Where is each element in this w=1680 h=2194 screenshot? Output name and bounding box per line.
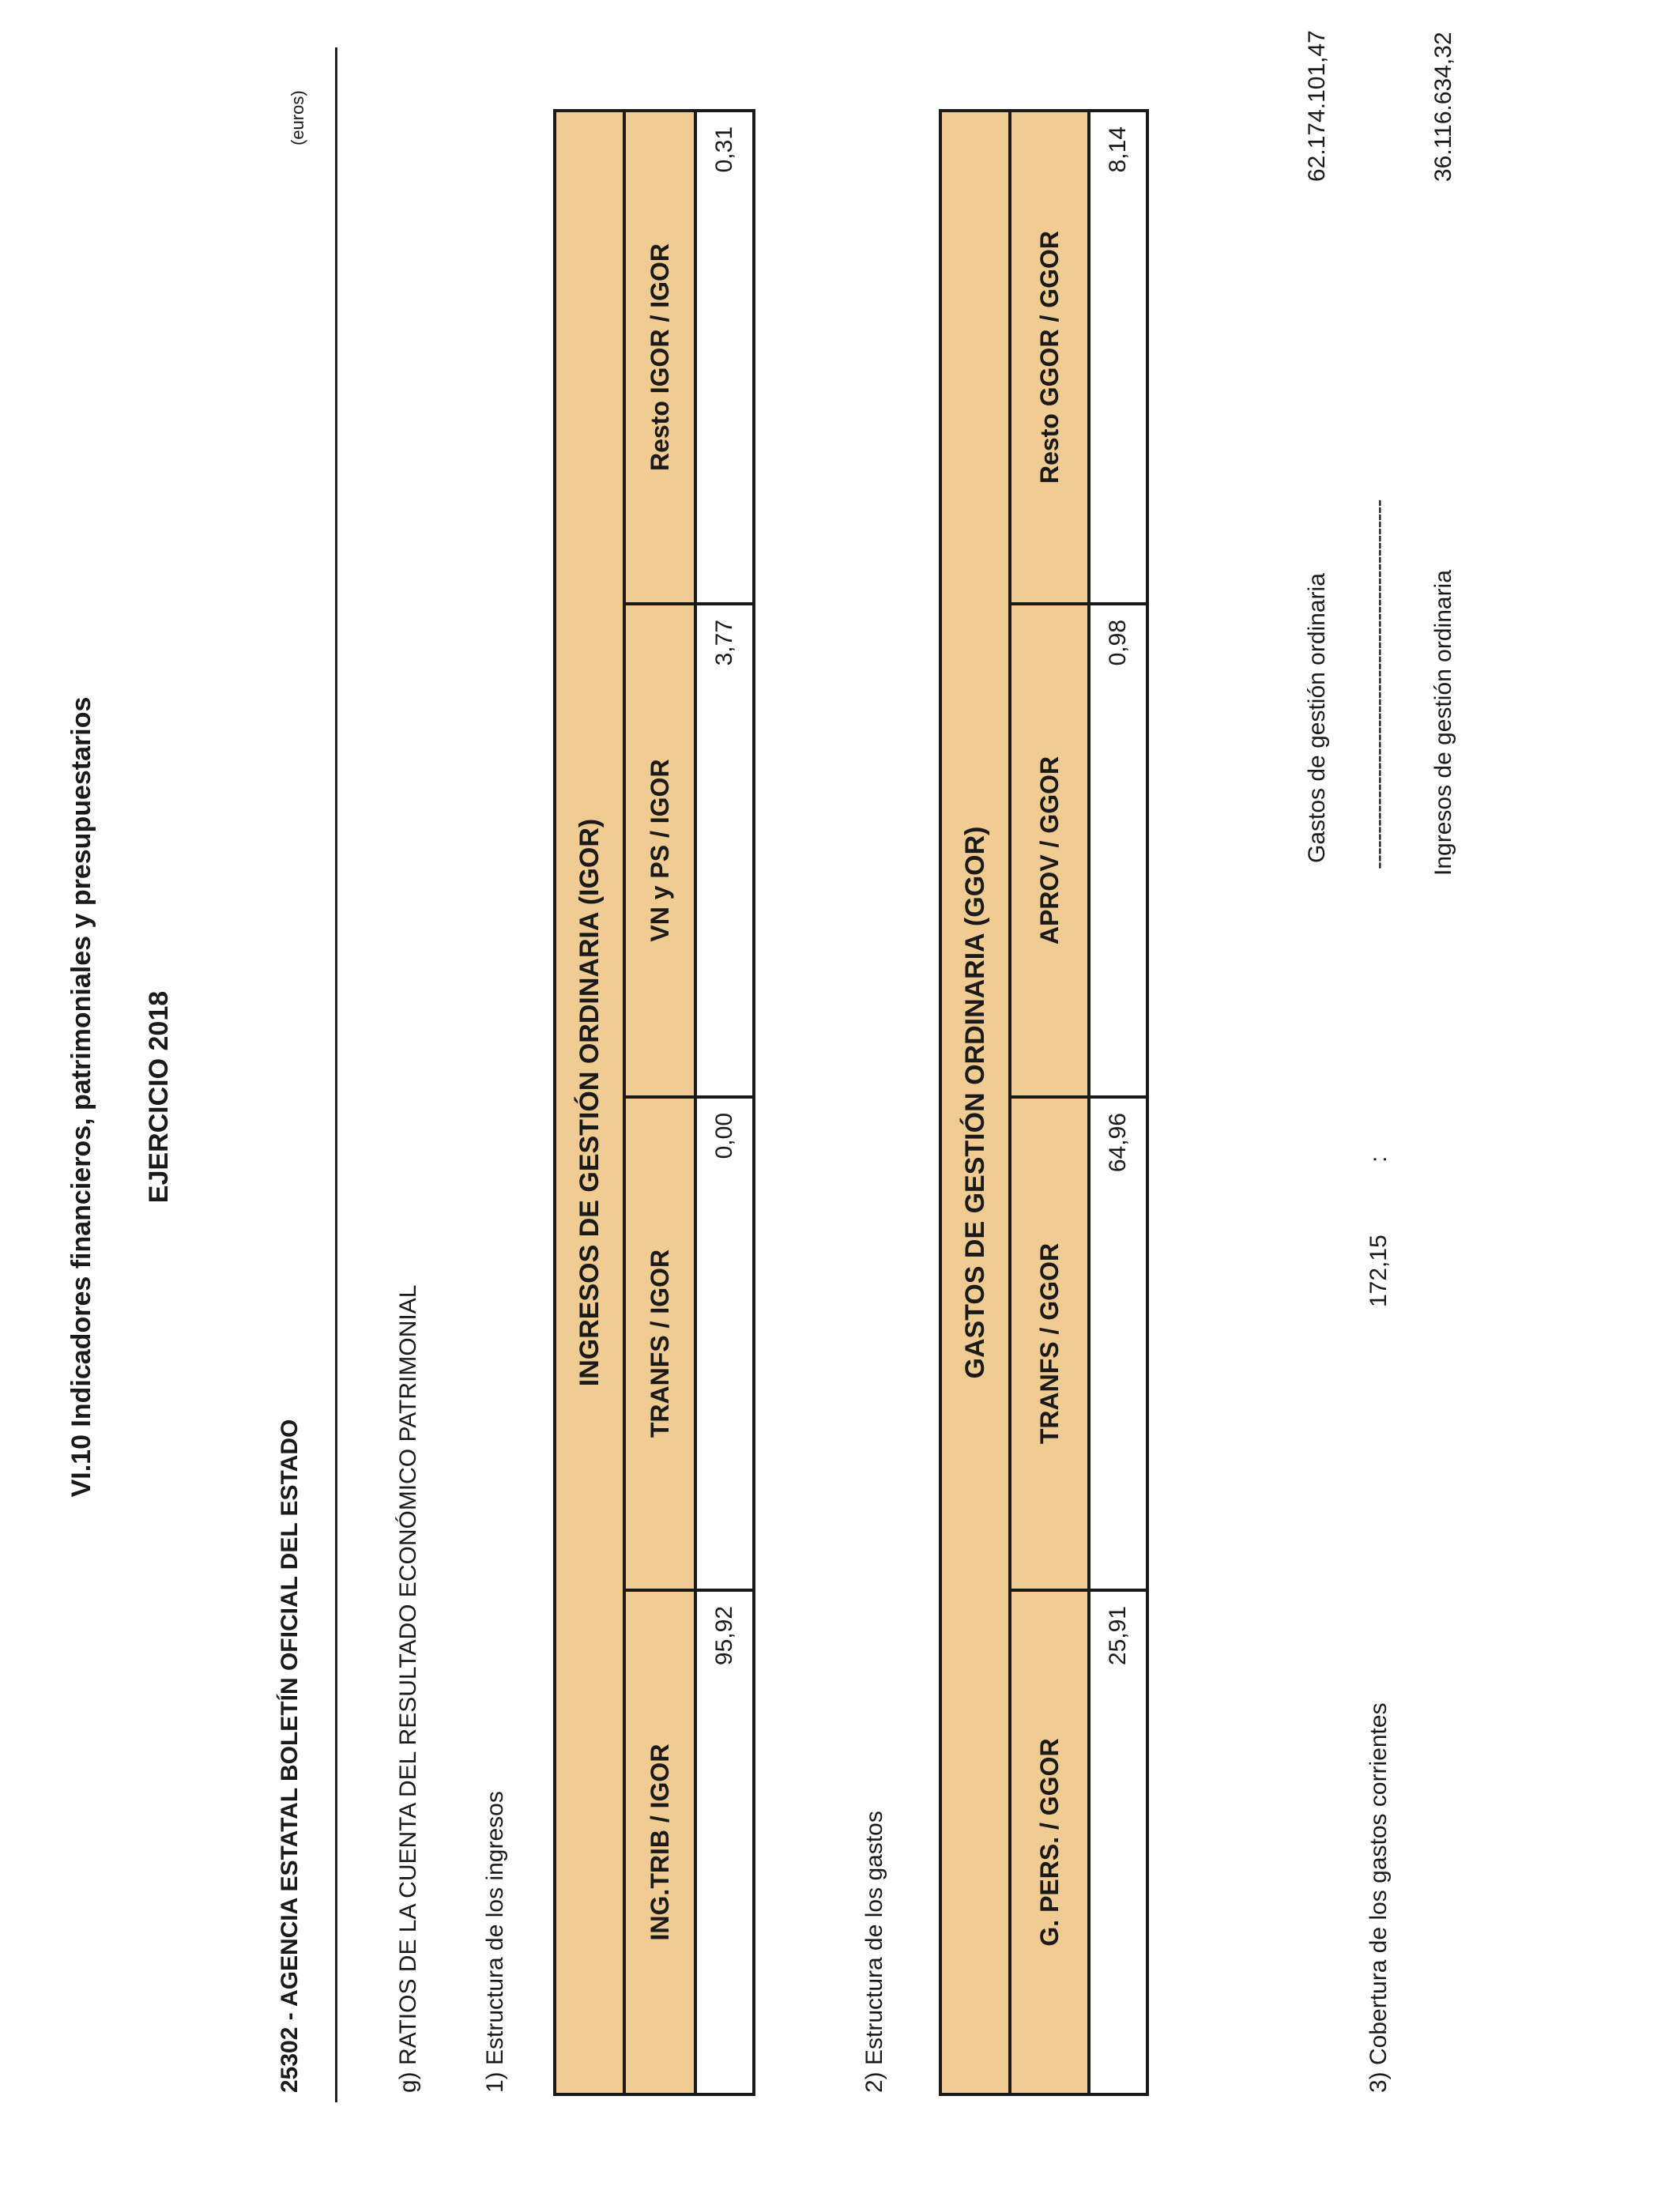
- denominator-label: Ingresos de gestión ordinaria: [1430, 570, 1456, 876]
- header-rule: [335, 47, 337, 2102]
- denominator-value: 36.116.634,32: [1430, 32, 1456, 182]
- section-title: g) RATIOS DE LA CUENTA DEL RESULTADO ECONÓMICO PATRIMONIAL: [395, 1284, 421, 2093]
- numerator-label: Gastos de gestión ordinaria: [1304, 573, 1330, 863]
- income-value: 95,92: [695, 1590, 754, 2094]
- expenses-col-header: APROV / GGOR: [1010, 604, 1089, 1097]
- entity-name: 25302 - AGENCIA ESTATAL BOLETÍN OFICIAL DEL ESTADO: [277, 1419, 303, 2093]
- expenses-col-header: Resto GGOR / GGOR: [1010, 111, 1089, 604]
- income-col-header: TRANFS / IGOR: [624, 1097, 695, 1590]
- expenses-value: 0,98: [1089, 604, 1147, 1097]
- income-table: [553, 109, 755, 2096]
- expenses-value: 8,14: [1089, 111, 1147, 604]
- income-value: 3,77: [695, 604, 754, 1097]
- expenses-group-header: GASTOS DE GESTIÓN ORDINARIA (GGOR): [940, 111, 1010, 2094]
- fraction-line: ----------------------------------------------------: [1365, 499, 1392, 869]
- numerator-value: 62.174.101,47: [1304, 30, 1330, 182]
- expenses-col-header: G. PERS. / GGOR: [1010, 1590, 1089, 2094]
- income-subtitle: 1) Estructura de los ingresos: [482, 1791, 508, 2093]
- expenses-table: [939, 109, 1149, 2096]
- page-title: VI.10 Indicadores financieros, patrimoniales y presupuestarios: [66, 696, 96, 1498]
- expenses-value: 25,91: [1089, 1590, 1147, 2094]
- exercise-title: EJERCICIO 2018: [144, 990, 174, 1204]
- unit-label: (euros): [288, 90, 307, 145]
- expenses-subtitle: 2) Estructura de los gastos: [861, 1811, 887, 2093]
- coverage-label: 3) Cobertura de los gastos corrientes: [1365, 1702, 1392, 2093]
- coverage-separator: :: [1365, 1155, 1392, 1163]
- expenses-col-header: TRANFS / GGOR: [1010, 1097, 1089, 1590]
- income-col-header: Resto IGOR / IGOR: [624, 111, 695, 604]
- income-col-header: VN y PS / IGOR: [624, 604, 695, 1097]
- income-value: 0,00: [695, 1097, 754, 1590]
- expenses-value: 64,96: [1089, 1097, 1147, 1590]
- income-value: 0,31: [695, 111, 754, 604]
- income-col-header: ING.TRIB / IGOR: [624, 1590, 695, 2094]
- coverage-value: 172,15: [1365, 1235, 1392, 1307]
- income-group-header: INGRESOS DE GESTIÓN ORDINARIA (IGOR): [555, 111, 624, 2094]
